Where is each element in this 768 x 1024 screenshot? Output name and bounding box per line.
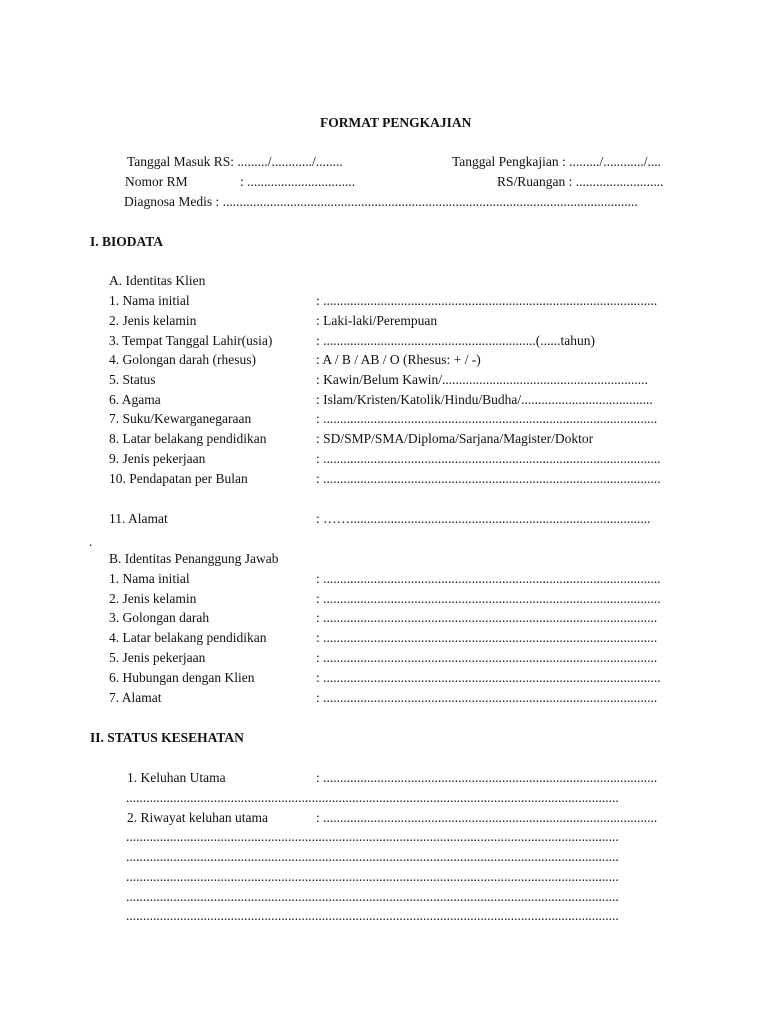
keluhan-utama-line: .................................................................................................................................................. (126, 790, 619, 805)
penanggung-value: : ................................................................................................... (316, 650, 658, 665)
klien-value: : SD/SMP/SMA/Diploma/Sarjana/Magister/Doktor (316, 431, 594, 446)
klien-value: : Kawin/Belum Kawin/............................................................. (316, 372, 648, 387)
klien-label: 11. Alamat (109, 511, 168, 526)
section-status-kesehatan-heading: II. STATUS KESEHATAN (90, 730, 244, 745)
penanggung-label: 3. Golongan darah (109, 610, 210, 625)
penanggung-value: : .................................................................................................... (316, 591, 661, 606)
identitas-penanggung-heading: B. Identitas Penanggung Jawab (109, 551, 279, 566)
riwayat-line: .................................................................................................................................................. (126, 829, 619, 844)
riwayat-line: .................................................................................................................................................. (126, 908, 619, 923)
klien-label: 4. Golongan darah (rhesus) (109, 352, 256, 367)
penanggung-value: : .................................................................................................... (316, 571, 661, 586)
penanggung-value: : ................................................................................................... (316, 610, 658, 625)
nomor-rm-label: Nomor RM (125, 174, 188, 189)
klien-value: : ................................................................................................... (316, 411, 658, 426)
penanggung-value: : .................................................................................................... (316, 670, 661, 685)
diagnosa-medis-field: Diagnosa Medis : ........................................................................................................................... (124, 194, 638, 209)
klien-label: 5. Status (109, 372, 156, 387)
klien-value: : Islam/Kristen/Katolik/Hindu/Budha/....................................... (316, 392, 653, 407)
riwayat-line: .................................................................................................................................................. (126, 869, 619, 884)
page-title: FORMAT PENGKAJIAN (320, 115, 472, 130)
klien-label: 7. Suku/Kewarganegaraan (109, 411, 252, 426)
penanggung-label: 7. Alamat (109, 690, 162, 705)
klien-value: : .................................................................................................... (316, 451, 661, 466)
keluhan-utama-label: 1. Keluhan Utama (127, 770, 226, 785)
klien-value: : .................................................................................................... (316, 471, 661, 486)
penanggung-label: 2. Jenis kelamin (109, 591, 197, 606)
klien-value: : ................................................................................................... (316, 293, 658, 308)
penanggung-label: 4. Latar belakang pendidikan (109, 630, 267, 645)
penanggung-label: 1. Nama initial (109, 571, 190, 586)
rs-ruangan-field: RS/Ruangan : .......................... (497, 174, 664, 189)
klien-value: : Laki-laki/Perempuan (316, 313, 438, 328)
klien-label: 8. Latar belakang pendidikan (109, 431, 267, 446)
keluhan-utama-value: : ................................................................................................... (316, 770, 658, 785)
klien-label: 6. Agama (109, 392, 161, 407)
identitas-klien-heading: A. Identitas Klien (109, 273, 206, 288)
penanggung-value: : ................................................................................................... (316, 690, 658, 705)
klien-label: 3. Tempat Tanggal Lahir(usia) (109, 333, 273, 348)
riwayat-keluhan-label: 2. Riwayat keluhan utama (127, 810, 268, 825)
klien-value: : ……......................................................................................... (316, 511, 651, 526)
penanggung-label: 5. Jenis pekerjaan (109, 650, 206, 665)
nomor-rm-value: : ................................ (240, 174, 356, 189)
riwayat-keluhan-value: : ................................................................................................... (316, 810, 658, 825)
separator-dot: . (89, 534, 93, 549)
riwayat-line: .................................................................................................................................................. (126, 889, 619, 904)
riwayat-line: .................................................................................................................................................. (126, 849, 619, 864)
klien-label: 10. Pendapatan per Bulan (109, 471, 248, 486)
penanggung-label: 6. Hubungan dengan Klien (109, 670, 255, 685)
tanggal-masuk-field: Tanggal Masuk RS: ........./............/........ (127, 154, 343, 169)
klien-label: 9. Jenis pekerjaan (109, 451, 206, 466)
klien-label: 2. Jenis kelamin (109, 313, 197, 328)
section-biodata-heading: I. BIODATA (90, 234, 164, 249)
klien-label: 1. Nama initial (109, 293, 190, 308)
tanggal-pengkajian-field: Tanggal Pengkajian : ........./............/.... (452, 154, 662, 169)
klien-value: : A / B / AB / O (Rhesus: + / -) (316, 352, 481, 367)
klien-value: : ...............................................................(......tahun) (316, 333, 595, 348)
penanggung-value: : ................................................................................................... (316, 630, 658, 645)
